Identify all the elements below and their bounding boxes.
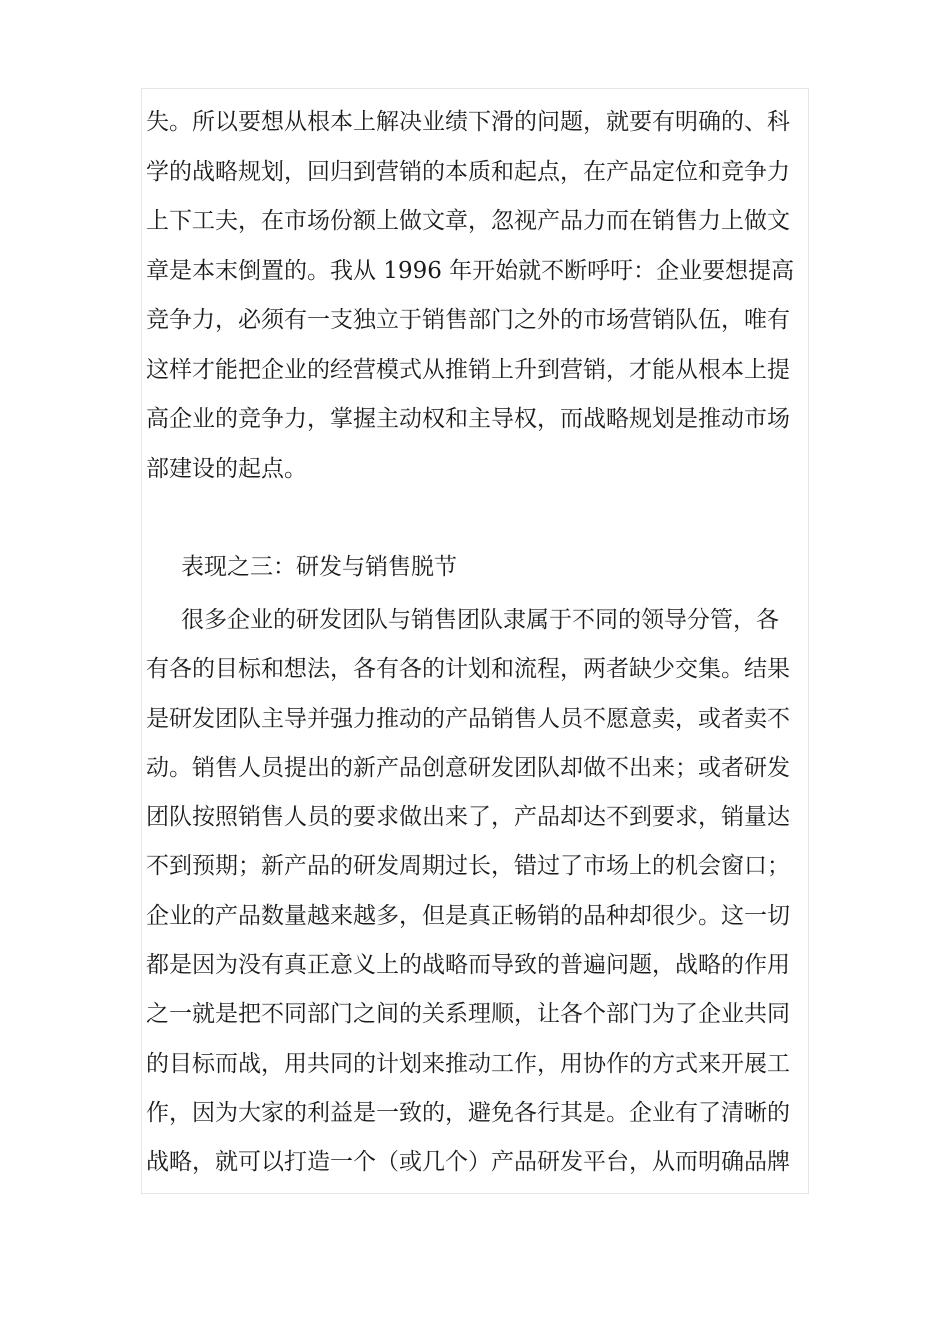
text-line: 很多企业的研发团队与销售团队隶属于不同的领导分管，各 [181, 607, 779, 633]
text-line: 的目标而战，用共同的计划来推动工作，用协作的方式来开展工 [146, 1050, 790, 1077]
text-line: 上下工夫，在市场份额上做文章，忽视产品力而在销售力上做文 [146, 208, 790, 234]
paragraph-2 [146, 596, 812, 1188]
text-line: 不到预期；新产品的研发周期过长，错过了市场上的机会窗口； [146, 853, 790, 880]
text-line: 战略，就可以打造一个（或几个）产品研发平台，从而明确品牌 [146, 1149, 790, 1176]
text-line: 失。所以要想从根本上解决业绩下滑的问题，就要有明确的、科 [146, 109, 790, 135]
text-line: 是研发团队主导并强力推动的产品销售人员不愿意卖，或者卖不 [146, 705, 790, 732]
text-line: 企业的产品数量越来越多，但是真正畅销的品种却很少。这一切 [146, 902, 790, 929]
text-line: 作，因为大家的利益是一致的，避免各行其是。企业有了清晰的 [146, 1099, 790, 1126]
text-line: 之一就是把不同部门之间的关系理顺，让各个部门为了企业共同 [146, 1001, 790, 1028]
text-line: 动。销售人员提出的新产品创意研发团队却做不出来；或者研发 [146, 754, 790, 781]
section-heading: 表现之三：研发与销售脱节 [181, 554, 457, 580]
text-line: 章是本末倒置的。我从 1996 年开始就不断呼吁：企业要想提高 [146, 257, 795, 284]
text-line: 竞争力，必须有一支独立于销售部门之外的市场营销队伍，唯有 [146, 307, 790, 333]
text-line: 部建设的起点。 [146, 455, 307, 482]
text-line: 这样才能把企业的经营模式从推销上升到营销，才能从根本上提 [146, 356, 790, 383]
text-line: 有各的目标和想法，各有各的计划和流程，两者缺少交集。结果 [146, 656, 790, 683]
paragraph-1 [146, 98, 812, 494]
text-line: 都是因为没有真正意义上的战略而导致的普遍问题，战略的作用 [146, 952, 790, 979]
text-line: 团队按照销售人员的要求做出来了，产品却达不到要求，销量达 [146, 804, 790, 831]
text-line: 学的战略规划，回归到营销的本质和起点，在产品定位和竞争力 [146, 158, 790, 185]
text-line: 高企业的竞争力，掌握主动权和主导权，而战略规划是推动市场 [146, 406, 790, 432]
